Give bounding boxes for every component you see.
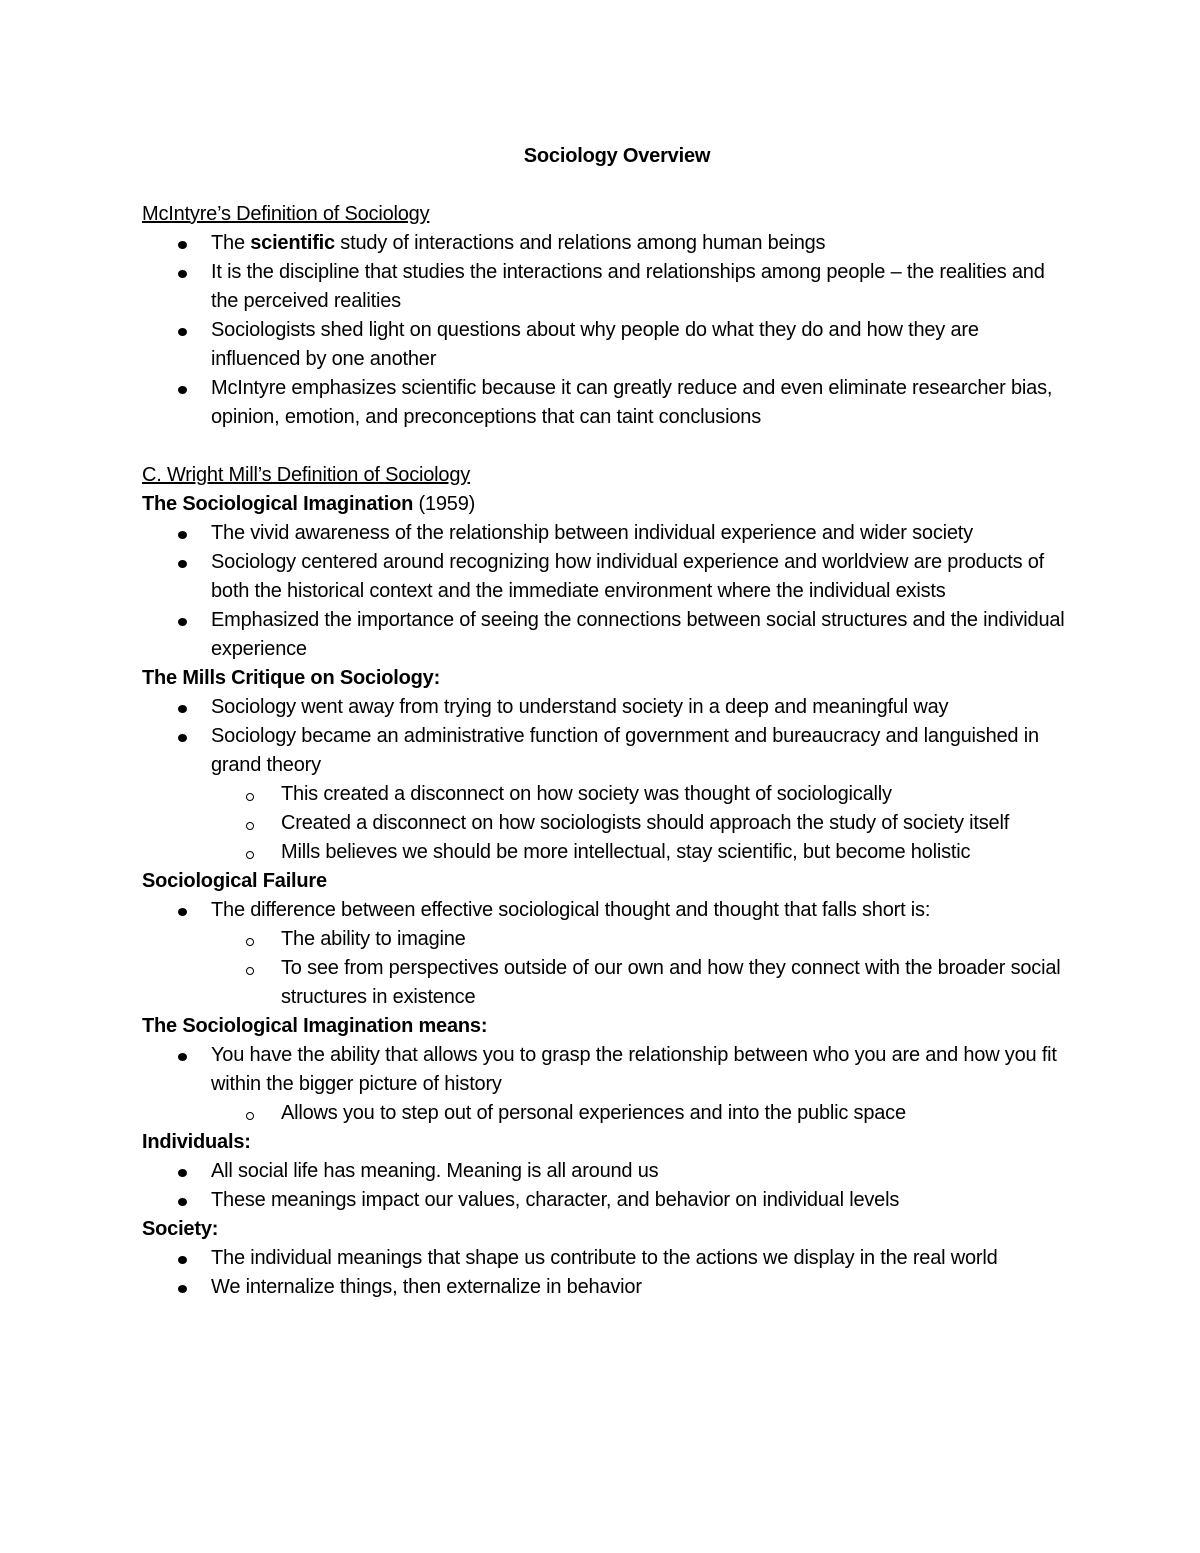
subheading-rest: (1959) bbox=[413, 493, 476, 515]
sublist-item-text: This created a disconnect on how society was thought of sociologically bbox=[281, 783, 892, 805]
circle-bullet-icon bbox=[246, 822, 254, 830]
list-item-text: Emphasized the importance of seeing the connections between social structures and the individual experience bbox=[211, 609, 1065, 660]
bullet-icon bbox=[178, 1053, 187, 1061]
bullet-icon bbox=[178, 531, 187, 539]
bullet-icon bbox=[178, 1285, 187, 1293]
subheading-mills-critique: The Mills Critique on Sociology: bbox=[142, 667, 441, 689]
page-title: Sociology Overview bbox=[523, 145, 711, 167]
sublist-item bbox=[210, 925, 1072, 954]
subheading-imagination-means: The Sociological Imagination means: bbox=[142, 1015, 488, 1037]
list-item-text: Sociology went away from trying to understand society in a deep and meaningful way bbox=[211, 696, 949, 718]
bullet-icon bbox=[178, 241, 187, 249]
list-item bbox=[142, 258, 1072, 316]
list-item-text: The vivid awareness of the relationship between individual experience and wider society bbox=[211, 522, 973, 544]
list-item-text: Sociologists shed light on questions about why people do what they do and how they are influenced by one another bbox=[211, 319, 979, 370]
bullet-icon bbox=[178, 734, 187, 742]
critique-list bbox=[142, 693, 1072, 867]
subheading-sociological-imagination bbox=[142, 490, 1072, 519]
sublist-item-text: Allows you to step out of personal experiences and into the public space bbox=[281, 1102, 906, 1124]
bullet-icon bbox=[178, 270, 187, 278]
document-content bbox=[142, 142, 1072, 1302]
failure-list bbox=[142, 896, 1072, 1012]
list-item bbox=[142, 1157, 1072, 1186]
spacer bbox=[142, 432, 1072, 461]
sublist-item-text: To see from perspectives outside of our own and how they connect with the broader social structures in existence bbox=[281, 957, 1061, 1008]
means-sublist bbox=[211, 1099, 1072, 1128]
list-item bbox=[142, 374, 1072, 432]
list-item-text: Sociology became an administrative function of government and bureaucracy and languished in grand theory bbox=[211, 725, 1039, 776]
bullet-icon bbox=[178, 1198, 187, 1206]
list-item bbox=[142, 1186, 1072, 1215]
section-heading-mills: C. Wright Mill’s Definition of Sociology bbox=[142, 464, 471, 486]
bullet-icon bbox=[178, 705, 187, 713]
bullet-icon bbox=[178, 560, 187, 568]
list-item bbox=[142, 1273, 1072, 1302]
bullet-icon bbox=[178, 908, 187, 916]
list-item-text: You have the ability that allows you to grasp the relationship between who you are and how you fit within the bigger picture of history bbox=[211, 1044, 1057, 1095]
bullet-icon bbox=[178, 386, 187, 394]
sublist-item-text: Mills believes we should be more intellectual, stay scientific, but become holistic bbox=[281, 841, 971, 863]
bullet-icon bbox=[178, 1256, 187, 1264]
list-item-text: We internalize things, then externalize in behavior bbox=[211, 1276, 642, 1298]
circle-bullet-icon bbox=[246, 1112, 254, 1120]
bullet-icon bbox=[178, 1169, 187, 1177]
list-item-text-bold: scientific bbox=[250, 232, 335, 254]
list-item-text: It is the discipline that studies the interactions and relationships among people – the realities and the perceived realities bbox=[211, 261, 1045, 312]
circle-bullet-icon bbox=[246, 967, 254, 975]
circle-bullet-icon bbox=[246, 938, 254, 946]
mcintyre-list bbox=[142, 229, 1072, 432]
list-item bbox=[142, 606, 1072, 664]
list-item bbox=[142, 548, 1072, 606]
critique-sublist bbox=[211, 780, 1072, 867]
list-item-text-post: study of interactions and relations among human beings bbox=[334, 232, 826, 254]
list-item bbox=[142, 693, 1072, 722]
bullet-icon bbox=[178, 618, 187, 626]
sublist-item-text: Created a disconnect on how sociologists should approach the study of society itself bbox=[281, 812, 1010, 834]
section-heading-mcintyre: McIntyre’s Definition of Sociology bbox=[142, 203, 430, 225]
failure-sublist bbox=[211, 925, 1072, 1012]
list-item bbox=[142, 896, 1072, 1012]
circle-bullet-icon bbox=[246, 851, 254, 859]
list-item-text: All social life has meaning. Meaning is all around us bbox=[211, 1160, 659, 1182]
sublist-item-text: The ability to imagine bbox=[281, 928, 466, 950]
individuals-list bbox=[142, 1157, 1072, 1215]
subheading-bold: The Sociological Imagination bbox=[142, 493, 414, 515]
list-item-text: McIntyre emphasizes scientific because it can greatly reduce and even eliminate researcher bias, opinion, emotion, and preconceptions that can taint conclusions bbox=[211, 377, 1053, 428]
sublist-item bbox=[210, 809, 1072, 838]
list-item bbox=[142, 519, 1072, 548]
society-list bbox=[142, 1244, 1072, 1302]
sublist-item bbox=[210, 838, 1072, 867]
list-item bbox=[142, 722, 1072, 867]
subheading-individuals: Individuals: bbox=[142, 1131, 251, 1153]
subheading-sociological-failure: Sociological Failure bbox=[142, 870, 327, 892]
list-item bbox=[142, 229, 1072, 258]
list-item-text: Sociology centered around recognizing how individual experience and worldview are products of both the historical context and the immediate environment where the individual exists bbox=[211, 551, 1045, 602]
sublist-item bbox=[210, 780, 1072, 809]
imagination-list bbox=[142, 519, 1072, 664]
list-item bbox=[142, 1041, 1072, 1128]
list-item bbox=[142, 316, 1072, 374]
circle-bullet-icon bbox=[246, 793, 254, 801]
bullet-icon bbox=[178, 328, 187, 336]
list-item bbox=[142, 1244, 1072, 1273]
means-list bbox=[142, 1041, 1072, 1128]
list-item-text: The individual meanings that shape us contribute to the actions we display in the real world bbox=[211, 1247, 998, 1269]
subheading-society: Society: bbox=[142, 1218, 219, 1240]
list-item-text: The difference between effective sociological thought and thought that falls short is: bbox=[211, 899, 931, 921]
list-item-text: These meanings impact our values, character, and behavior on individual levels bbox=[211, 1189, 900, 1211]
list-item-text-pre: The bbox=[211, 232, 251, 254]
sublist-item bbox=[210, 1099, 1072, 1128]
sublist-item bbox=[210, 954, 1072, 1012]
